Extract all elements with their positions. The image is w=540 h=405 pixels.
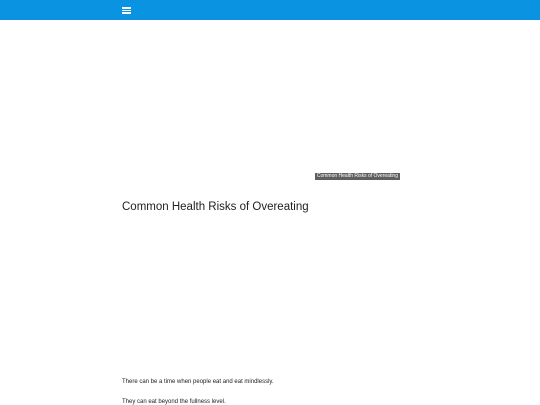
menu-line <box>122 12 131 14</box>
article-paragraph: They can eat beyond the fullness level. <box>122 399 226 405</box>
blank-content-area <box>122 225 400 365</box>
featured-image <box>122 28 400 181</box>
article-paragraph: There can be a time when people eat and eat mindlessly. <box>122 379 274 385</box>
page-title: Common Health Risks of Overeating <box>122 201 309 213</box>
menu-line <box>122 7 131 9</box>
menu-line <box>122 10 131 12</box>
image-caption: Common Health Risks of Overeating <box>316 173 398 179</box>
top-navigation-bar <box>0 0 540 20</box>
hamburger-menu-icon[interactable] <box>120 4 134 16</box>
